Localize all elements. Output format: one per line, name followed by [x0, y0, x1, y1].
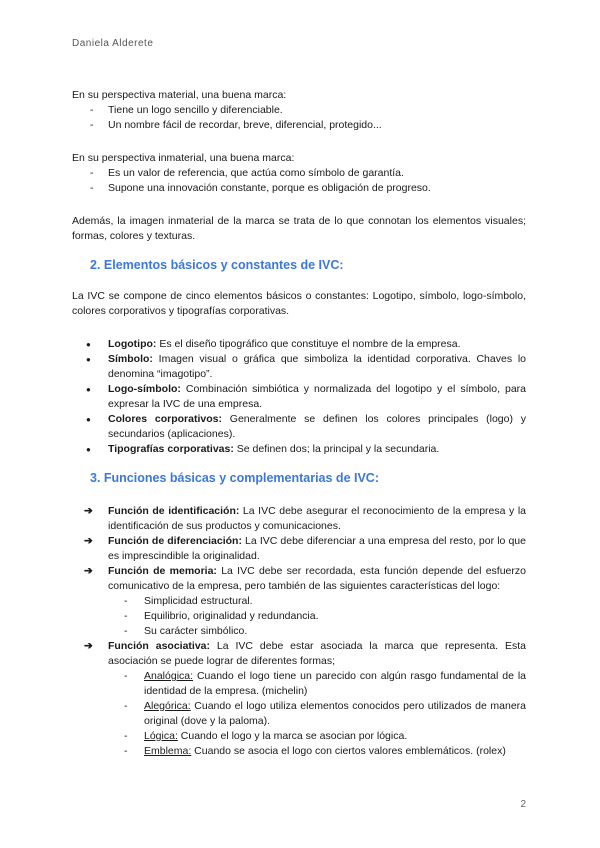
- arrow-icon: ➔: [84, 505, 93, 517]
- list-item: - Alegórica: Cuando el logo utiliza elementos conocidos pero utilizados de manera original (dove y la paloma).: [108, 699, 526, 729]
- term: Función asociativa:: [108, 640, 211, 652]
- inmaterial-intro: En su perspectiva inmaterial, una buena marca:: [72, 152, 295, 164]
- list-item: - Es un valor de referencia, que actúa como símbolo de garantía.: [72, 166, 526, 181]
- term: Lógica:: [144, 730, 178, 742]
- arrow-icon: ➔: [84, 640, 93, 652]
- ademas-paragraph: Además, la imagen inmaterial de la marca se trata de lo que connotan los elementos visuales; formas, colores y texturas.: [72, 215, 526, 242]
- list-item: - Lógica: Cuando el logo y la marca se asocian por lógica.: [108, 729, 526, 744]
- functions-list: [72, 504, 526, 759]
- page-number: 2: [520, 799, 526, 810]
- arrow-icon: ➔: [84, 535, 93, 547]
- list-item: - Supone una innovación constante, porque es obligación de progreso.: [72, 181, 526, 196]
- list-item: - Un nombre fácil de recordar, breve, diferencial, protegido...: [72, 118, 526, 133]
- term: Función de diferenciación:: [108, 535, 242, 547]
- term: Alegórica:: [144, 700, 191, 712]
- list-item: - Tiene un logo sencillo y diferenciable.: [72, 103, 526, 118]
- list-item: ➔ Función de memoria: La IVC debe ser recordada, esta función depende del esfuerzo comunicativo de la empresa, pero también de las siguientes características del logo: - Simplicidad estructural. - Equilibrio, originalidad y redundancia. - Su carácter simbólico.: [72, 564, 526, 639]
- list-item: ● Colores corporativos: Generalmente se definen los colores principales (logo) y secundarios (aplicaciones).: [72, 412, 526, 442]
- term: Tipografías corporativas:: [108, 443, 234, 455]
- list-item: - Su carácter simbólico.: [108, 624, 526, 639]
- list-item: ➔ Función asociativa: La IVC debe estar asociada la marca que representa. Esta asociación se puede lograr de diferentes formas; - Analógica: Cuando el logo tiene un parecido con algún rasgo fundamental de la identidad de la empresa. (michelin) - Alegórica: Cuando el logo utiliza elementos conocidos pero utilizados de manera original (dove y la paloma). - Lógica: Cuando el logo y la marca se asocian por lógica. - Emblema: Cuando se asocia el logo con ciertos valores emblemáticos. (rolex): [72, 639, 526, 759]
- list-item: ➔ Función de identificación: La IVC debe asegurar el reconocimiento de la empresa y la identificación de sus productos y comunicaciones.: [84, 505, 526, 532]
- memory-characteristics-list: [108, 594, 526, 639]
- list-item: ● Logotipo: Es el diseño tipográfico que constituye el nombre de la empresa.: [72, 337, 526, 352]
- inmaterial-list: [72, 166, 526, 196]
- section-2-heading: 2. Elementos básicos y constantes de IVC:: [90, 258, 344, 272]
- material-list: [72, 103, 526, 133]
- page-content: [72, 88, 526, 759]
- list-item: - Equilibrio, originalidad y redundancia.: [108, 609, 526, 624]
- section-3-heading: 3. Funciones básicas y complementarias de IVC:: [90, 471, 379, 485]
- term: Logo-símbolo:: [108, 383, 181, 395]
- page-header-author: Daniela Alderete: [72, 38, 154, 49]
- list-item: ● Logo-símbolo: Combinación simbiótica y normalizada del logotipo y el símbolo, para expresar la IVC de una empresa.: [72, 382, 526, 412]
- list-item: - Analógica: Cuando el logo tiene un parecido con algún rasgo fundamental de la identidad de la empresa. (michelin): [108, 669, 526, 699]
- material-intro: En su perspectiva material, una buena marca:: [72, 89, 287, 101]
- list-item: ➔ Función de diferenciación: La IVC debe diferenciar a una empresa del resto, por lo que es imprescindible la originalidad.: [84, 535, 526, 562]
- term: Función de identificación:: [108, 505, 240, 517]
- term: Analógica:: [144, 670, 194, 682]
- association-types-list: [108, 669, 526, 759]
- list-item: ● Símbolo: Imagen visual o gráfica que simboliza la identidad corporativa. Chaves lo denomina “imagotipo”.: [72, 352, 526, 382]
- list-item: - Emblema: Cuando se asocia el logo con ciertos valores emblemáticos. (rolex): [108, 744, 526, 759]
- list-item: - Simplicidad estructural.: [108, 594, 526, 609]
- term: Símbolo:: [108, 353, 153, 365]
- term: Colores corporativos:: [108, 413, 222, 425]
- term: Logotipo:: [108, 338, 157, 350]
- list-item: ● Tipografías corporativas: Se definen dos; la principal y la secundaria.: [72, 442, 526, 457]
- term: Emblema:: [144, 745, 192, 757]
- term: Función de memoria:: [108, 565, 217, 577]
- arrow-icon: ➔: [84, 565, 93, 577]
- elements-list: [72, 337, 526, 457]
- section-2-intro: La IVC se compone de cinco elementos básicos o constantes: Logotipo, símbolo, logo-símbolo, colores corporativos y tipografías corporativas.: [72, 290, 526, 317]
